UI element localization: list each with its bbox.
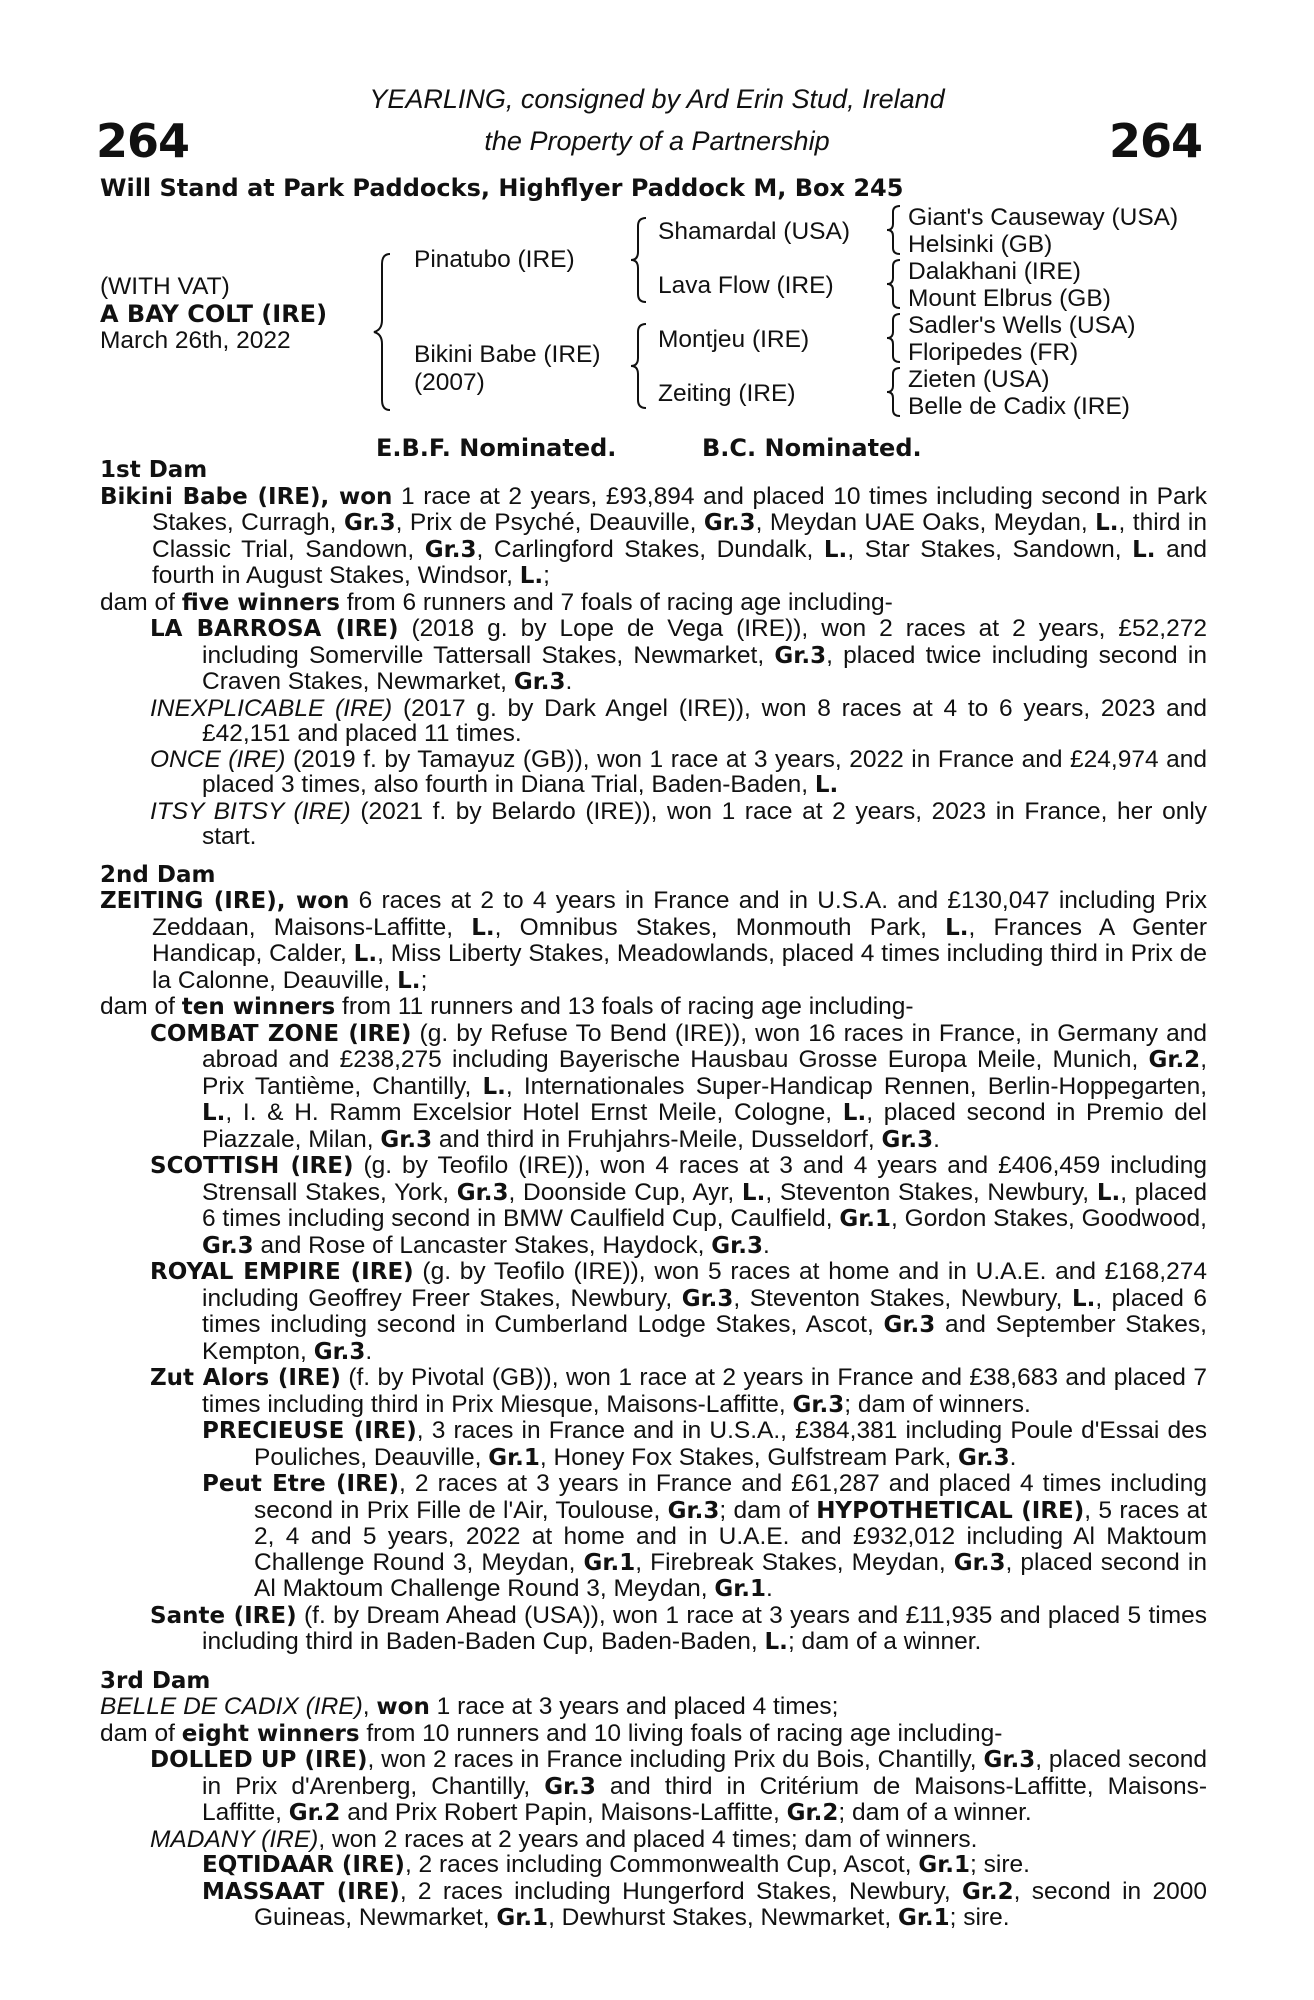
text-run: ; sire. — [949, 1904, 1010, 1931]
bold-text: DOLLED UP (IRE) — [150, 1747, 368, 1773]
sire-dam-dam: Mount Elbrus (GB) — [908, 285, 1111, 312]
pedigree-entry — [100, 888, 1207, 994]
text-run: (g. by Refuse To Bend (IRE)), won 16 races in France, in Germany and abroad and £238,275 including Bayerische Hausbau Grosse Europa Meile, Munich, — [202, 1019, 1207, 1073]
text-run: from 10 runners and 10 living foals of racing age including- — [359, 1719, 1003, 1747]
bold-text: Peut Etre (IRE) — [202, 1471, 400, 1497]
text-run: (2017 g. by Dark Angel (IRE)), won 8 races at 4 to 6 years, 2023 and £42,151 and placed 11 times. — [202, 694, 1207, 747]
bold-text: Gr.3 — [313, 1338, 366, 1365]
pedigree-entry — [100, 1021, 1207, 1154]
bold-text: Gr.2 — [786, 1800, 839, 1826]
text-run: , Miss Liberty Stakes, Meadowlands, placed 4 times including third in Prix de la Calonne, Deauville, — [152, 940, 1207, 994]
text-run: , 2 races at 3 years in France and £61,287 and placed 4 times including second in Prix Fille de l'Air, Toulouse, — [254, 1470, 1207, 1524]
bold-text: L. — [741, 1179, 766, 1206]
bold-text: Gr.3 — [456, 1179, 509, 1206]
bold-text: L. — [1095, 510, 1119, 536]
section-heading: 3rd Dam — [100, 1667, 211, 1694]
bold-text: ten winners — [181, 994, 336, 1020]
pedigree-entry — [100, 696, 1207, 747]
bold-text: Gr.3 — [380, 1126, 433, 1153]
bold-text: Gr.1 — [918, 1852, 971, 1878]
bold-text: L. — [397, 967, 421, 994]
bold-text: five winners — [181, 589, 340, 616]
text-run: , placed second in Prix d'Arenberg, Chantilly, — [202, 1746, 1207, 1800]
bold-text: L. — [202, 1100, 226, 1126]
text-run: , Omnibus Stakes, Monmouth Park, — [494, 913, 946, 941]
bold-text: Gr.1 — [897, 1905, 950, 1931]
text-run: ; dam of a winner. — [838, 1799, 1032, 1826]
bold-text: L. — [1132, 536, 1156, 563]
dam-year: (2007) — [414, 369, 485, 396]
brace-ds — [884, 312, 904, 364]
dam-dam-dam: Belle de Cadix (IRE) — [908, 393, 1130, 420]
bold-text: Gr.1 — [583, 1549, 636, 1576]
text-run: 1 race at 3 years and placed 4 times; — [429, 1693, 839, 1720]
text-run: , Frances A Genter Handicap, Calder, — [152, 913, 1207, 967]
bold-text: Gr.3 — [544, 1773, 596, 1800]
bold-text: ROYAL EMPIRE (IRE) — [150, 1259, 414, 1285]
text-run: . — [933, 1125, 940, 1153]
text-run: , Firebreak Stakes, Meydan, — [635, 1548, 954, 1576]
foaling-date: March 26th, 2022 — [100, 327, 291, 354]
text-run: , Honey Fox Stakes, Gulfstream Park, — [539, 1443, 958, 1471]
italic-text: MADANY (IRE) — [150, 1825, 319, 1853]
text-run: , Steventon Stakes, Newbury, — [733, 1284, 1072, 1312]
bold-text: L. — [764, 1629, 788, 1655]
dam-sire: Montjeu (IRE) — [658, 326, 810, 353]
text-run: (f. by Dream Ahead (USA)), won 1 race at 3 years and £11,935 and placed 5 times including third in Baden-Baden Cup, Baden-Baden, — [202, 1601, 1207, 1655]
text-run: (g. by Teofilo (IRE)), won 5 races at home and in U.A.E. and £168,274 including Geoffrey Freer Stakes, Newbury, — [202, 1258, 1207, 1312]
text-run: ; dam of — [719, 1496, 817, 1524]
pedigree-entry — [100, 1365, 1207, 1418]
lot-number-left: 264 — [96, 114, 190, 168]
vat-note: (WITH VAT) — [100, 273, 230, 300]
text-run: 1 race at 2 years, £93,894 and placed 10 times including second in Park Stakes, Curragh, — [152, 482, 1207, 536]
bold-text: Gr.3 — [774, 642, 827, 669]
dam: Bikini Babe (IRE) — [414, 341, 601, 368]
bold-text: HYPOTHETICAL (IRE) — [816, 1497, 1085, 1524]
bold-text: L. — [823, 536, 848, 563]
text-run: and third in Fruhjahrs-Meile, Dusseldorf, — [432, 1125, 882, 1153]
text-run: , Prix de Psyché, Deauville, — [395, 509, 704, 536]
text-run: ; dam of winners. — [844, 1390, 1031, 1418]
text-run: and Rose of Lancaster Stakes, Haydock, — [253, 1231, 712, 1259]
text-run: , won 2 races at 2 years and placed 4 times; dam of winners. — [318, 1825, 978, 1853]
bold-text: Gr.1 — [496, 1905, 549, 1931]
text-run: , placed 6 times including second in Cumberland Lodge Stakes, Ascot, — [202, 1284, 1207, 1338]
brace-dd — [884, 366, 904, 418]
sire-dam-sire: Dalakhani (IRE) — [908, 258, 1081, 285]
text-run: (2018 g. by Lope de Vega (IRE)), won 2 races at 2 years, £52,272 including Somerville Tattersall Stakes, Newmarket, — [202, 615, 1207, 669]
text-run: , Internationales Super-Handicap Rennen, Berlin-Hoppegarten, — [505, 1072, 1208, 1100]
text-run: . — [365, 1337, 373, 1365]
text-run: . — [766, 1575, 773, 1602]
ebf-nomination: E.B.F. Nominated. — [376, 434, 617, 462]
bold-text: Gr.1 — [488, 1444, 540, 1471]
bold-text: SCOTTISH (IRE) — [150, 1153, 354, 1179]
bold-text: LA BARROSA (IRE) — [150, 616, 399, 642]
bold-text: Gr.3 — [202, 1232, 254, 1259]
bold-text: L. — [1071, 1285, 1096, 1312]
bold-text: ZEITING (IRE), won — [100, 888, 350, 914]
italic-text: INEXPLICABLE (IRE) — [150, 694, 393, 722]
bold-text: won — [376, 1694, 430, 1720]
text-run: , placed second in Premio del Piazzale, Milan, — [202, 1099, 1207, 1153]
text-run: , Doonside Cup, Ayr, — [508, 1178, 742, 1206]
bold-text: eight winners — [181, 1720, 360, 1747]
italic-text: BELLE DE CADIX (IRE) — [100, 1693, 363, 1720]
bold-text: Gr.3 — [667, 1497, 720, 1524]
brace-sd — [884, 258, 904, 310]
bold-text: Zut Alors (IRE) — [150, 1365, 341, 1391]
text-run: . — [762, 1231, 770, 1259]
bold-text: L. — [519, 563, 544, 589]
text-run: , third in Classic Trial, Sandown, — [152, 509, 1207, 563]
text-run: dam of — [100, 993, 182, 1020]
property-line: the Property of a Partnership — [484, 126, 830, 156]
pedigree-entry — [100, 1694, 1207, 1721]
bold-text: Gr.1 — [839, 1206, 892, 1232]
bold-text: L. — [842, 1100, 867, 1126]
bold-text: COMBAT ZONE (IRE) — [150, 1020, 412, 1047]
consignor-line: YEARLING, consigned by Ard Erin Stud, Ireland — [369, 84, 945, 114]
bold-text: MASSAAT (IRE) — [202, 1878, 400, 1905]
sire-sire-sire: Giant's Causeway (USA) — [908, 204, 1179, 231]
text-run: , won 2 races in France including Prix du Bois, Chantilly, — [367, 1746, 984, 1773]
text-run: , Star Stakes, Sandown, — [847, 535, 1133, 563]
text-run: (2021 f. by Belardo (IRE)), won 1 race at 2 years, 2023 in France, her only start. — [202, 797, 1208, 850]
bold-text: Gr.3 — [343, 510, 396, 536]
pedigree-entry — [100, 799, 1207, 850]
text-run: , Steventon Stakes, Newbury, — [765, 1178, 1097, 1206]
text-run: . — [1009, 1443, 1017, 1471]
bold-text: L. — [1096, 1179, 1121, 1206]
sire-sire: Shamardal (USA) — [658, 218, 850, 245]
dam-sire-dam: Floripedes (FR) — [908, 339, 1079, 366]
text-run: 6 races at 2 to 4 years in France and in U.S.A. and £130,047 including Prix Zeddaan, Maisons-Laffitte, — [152, 887, 1207, 941]
lot-name: A BAY COLT (IRE) — [100, 300, 328, 328]
text-run: ; sire. — [970, 1851, 1030, 1878]
text-run: , 2 races including Hungerford Stakes, Newbury, — [399, 1877, 962, 1905]
pedigree-entry — [100, 1153, 1207, 1259]
bc-nomination: B.C. Nominated. — [702, 434, 922, 462]
bold-text: Sante (IRE) — [150, 1602, 297, 1629]
pedigree-entry — [100, 616, 1207, 696]
bold-text: L. — [482, 1073, 506, 1100]
section-heading: 2nd Dam — [100, 861, 216, 888]
bold-text: EQTIDAAR (IRE) — [202, 1852, 405, 1878]
sire-sire-dam: Helsinki (GB) — [908, 231, 1053, 258]
text-run: , — [362, 1693, 377, 1720]
lot-number-right: 264 — [1108, 114, 1202, 168]
bold-text: L. — [471, 914, 495, 941]
text-run: , Meydan UAE Oaks, Meydan, — [755, 509, 1096, 536]
bold-text: Gr.3 — [424, 536, 477, 563]
bold-text: Gr.3 — [953, 1549, 1006, 1576]
bold-text: Gr.3 — [513, 669, 566, 695]
dam-dam-sire: Zieten (USA) — [908, 366, 1050, 393]
pedigree-entry — [100, 1879, 1207, 1932]
sire-dam: Lava Flow (IRE) — [658, 272, 834, 299]
text-run: and fourth in August Stakes, Windsor, — [152, 535, 1207, 589]
text-run: (g. by Teofilo (IRE)), won 4 races at 3 and 4 years and £406,459 including Strensall Stakes, York, — [202, 1152, 1207, 1206]
text-run: and third in Critérium de Maisons-Laffitte, Maisons-Laffitte, — [202, 1772, 1207, 1826]
pedigree-entry — [100, 1471, 1207, 1603]
text-run: , Gordon Stakes, Goodwood, — [891, 1205, 1207, 1232]
dam-sections — [100, 458, 1207, 1932]
bold-text: L. — [353, 941, 378, 967]
text-run: (f. by Pivotal (GB)), won 1 race at 2 years in France and £38,683 and placed 7 times including third in Prix Miesque, Maisons-Laffitte, — [202, 1364, 1207, 1418]
text-run: and September Stakes, Kempton, — [202, 1311, 1207, 1365]
brace-dam — [628, 322, 650, 410]
italic-text: ITSY BITSY (IRE) — [150, 797, 351, 825]
pedigree-entry — [100, 590, 1207, 617]
stand-location: Will Stand at Park Paddocks, Highflyer Paddock M, Box 245 — [100, 174, 904, 202]
section-heading: 1st Dam — [100, 457, 208, 483]
bold-text: Bikini Babe (IRE), won — [100, 483, 393, 510]
text-run: , 5 races at 2, 4 and 5 years, 2022 at home and in U.A.E. and £932,012 including Al Maktoum Challenge Round 3, Meydan, — [254, 1496, 1207, 1576]
brace-ss — [884, 204, 904, 256]
bold-text: Gr.3 — [711, 1232, 763, 1259]
bold-text: Gr.3 — [792, 1391, 845, 1418]
text-run: dam of — [100, 1719, 182, 1747]
bold-text: Gr.3 — [983, 1747, 1036, 1773]
pedigree-entry — [100, 1721, 1207, 1748]
text-run: from 11 runners and 13 foals of racing age including- — [335, 993, 914, 1020]
pedigree-entry — [100, 1603, 1207, 1656]
bold-text: Gr.3 — [881, 1126, 934, 1153]
pedigree-entry — [100, 1418, 1207, 1471]
text-run: from 6 runners and 7 foals of racing age including- — [339, 588, 893, 616]
bold-text: L. — [945, 914, 969, 941]
text-run: (2019 f. by Tamayuz (GB)), won 1 race at 3 years, 2022 in France and £24,974 and placed 3 times, also fourth in Diana Trial, Baden-Baden, — [202, 745, 1208, 798]
bold-text: L. — [814, 772, 839, 798]
text-run: , placed twice including second in Craven Stakes, Newmarket, — [202, 641, 1207, 695]
text-run: , 2 races including Commonwealth Cup, Ascot, — [404, 1851, 919, 1878]
sire: Pinatubo (IRE) — [414, 246, 575, 273]
pedigree-entry — [100, 1827, 1207, 1853]
text-run: , I. & H. Ramm Excelsior Hotel Ernst Meile, Cologne, — [225, 1099, 843, 1126]
text-run: , Prix Tantième, Chantilly, — [202, 1046, 1207, 1100]
text-run: , second in 2000 Guineas, Newmarket, — [254, 1877, 1207, 1931]
bold-text: Gr.2 — [288, 1800, 341, 1826]
bold-text: Gr.2 — [961, 1878, 1014, 1905]
text-run: ; — [420, 966, 428, 994]
text-run: , placed second in Al Maktoum Challenge Round 3, Meydan, — [254, 1548, 1207, 1602]
brace-lot — [370, 252, 396, 412]
text-run: . — [565, 668, 573, 695]
text-run: , placed 6 times including second in BMW Caulfield Cup, Caulfield, — [202, 1178, 1207, 1232]
pedigree-entry — [100, 747, 1207, 799]
bold-text: Gr.3 — [681, 1285, 734, 1312]
text-run: dam of — [100, 588, 182, 616]
pedigree-entry — [100, 1852, 1207, 1879]
bold-text: Gr.3 — [703, 510, 756, 536]
text-run: ; dam of a winner. — [787, 1628, 982, 1655]
bold-text: Gr.3 — [883, 1312, 936, 1338]
bold-text: PRECIEUSE (IRE) — [202, 1418, 417, 1444]
italic-text: ONCE (IRE) — [150, 745, 286, 773]
bold-text: Gr.2 — [1148, 1047, 1201, 1073]
text-run: ; — [543, 562, 550, 589]
pedigree-entry — [100, 994, 1207, 1021]
brace-sire — [628, 216, 650, 304]
dam-sire-sire: Sadler's Wells (USA) — [908, 312, 1136, 339]
bold-text: Gr.1 — [714, 1576, 766, 1602]
pedigree-entry — [100, 1259, 1207, 1365]
text-run: , 3 races in France and in U.S.A., £384,381 including Poule d'Essai des Pouliches, Deauville, — [254, 1417, 1207, 1471]
pedigree-entry — [100, 1747, 1207, 1827]
text-run: and Prix Robert Papin, Maisons-Laffitte, — [340, 1799, 787, 1826]
pedigree-entry — [100, 484, 1207, 590]
text-run: , Carlingford Stakes, Dundalk, — [476, 535, 824, 563]
dam-dam: Zeiting (IRE) — [658, 380, 796, 407]
bold-text: Gr.3 — [957, 1444, 1010, 1471]
text-run: , Dewhurst Stakes, Newmarket, — [548, 1904, 898, 1931]
